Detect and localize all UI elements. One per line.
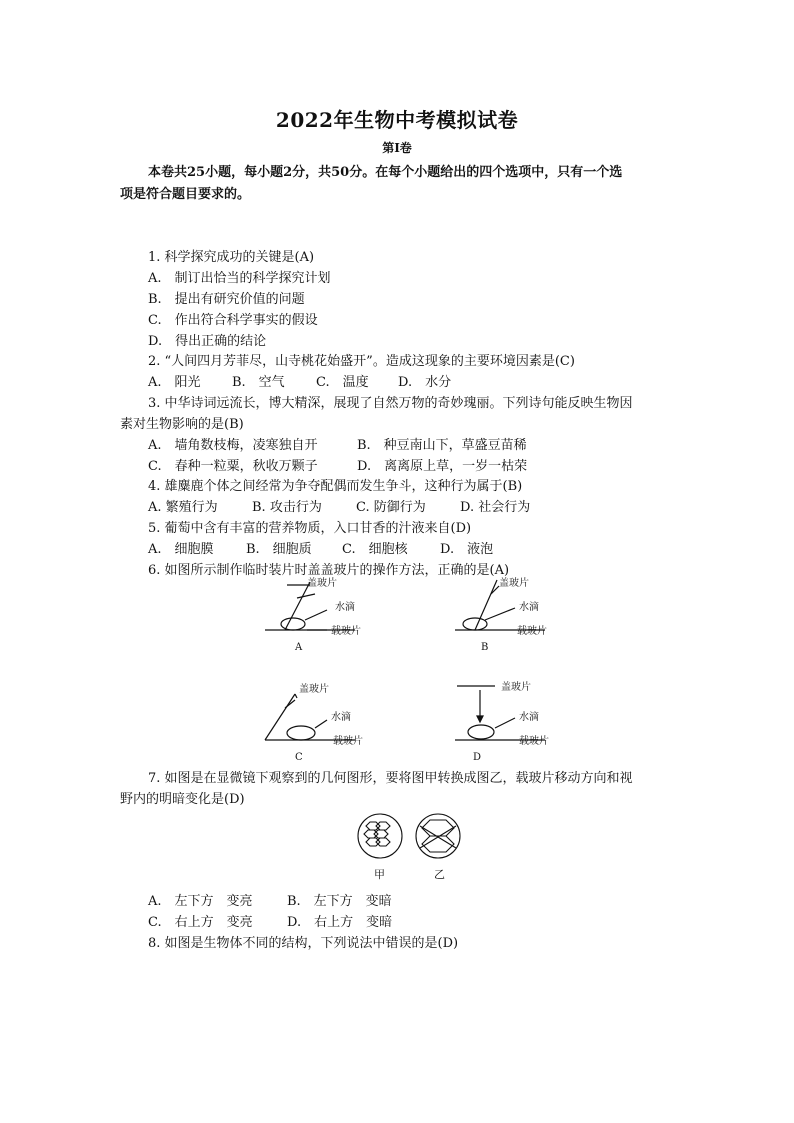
q7-option-c: C. 右上方 变亮 — [148, 915, 253, 930]
q7-option-d: D. 右上方 变暗 — [287, 915, 393, 930]
q4-option-a: A. 繁殖行为 — [148, 500, 218, 515]
page-title: 2022年生物中考模拟试卷 — [275, 108, 519, 132]
q6-panel-label-d: D — [473, 752, 482, 763]
q2-option-a: A. 阳光 — [148, 375, 201, 390]
q4-option-d: D. 社会行为 — [460, 500, 531, 515]
q7-label-yi: 乙 — [434, 868, 445, 881]
q6-panel-label-b: B — [481, 642, 489, 653]
q1-option-b: B. 提出有研究价值的问题 — [148, 292, 305, 307]
q2-option-c: C. 温度 — [316, 375, 369, 390]
q2-option-d: D. 水分 — [398, 375, 452, 390]
q7-option-a: A. 左下方 变亮 — [148, 894, 253, 909]
q3-option-d: D. 离离原上草，一岁一枯荣 — [357, 459, 528, 474]
q3-option-c: C. 春种一粒粟，秋收万颗子 — [148, 459, 318, 474]
q3-option-b: B. 种豆南山下，草盛豆苗稀 — [357, 438, 527, 453]
q2-stem: 2. “人间四月芳菲尽，山寺桃花始盛开”。造成这现象的主要环境因素是(C) — [148, 354, 575, 369]
q6-label-cover-c: 盖玻片 — [299, 684, 329, 695]
q6-panel-label-a: A — [295, 642, 303, 653]
q7-stem-1: 7. 如图是在显微镜下观察到的几何图形，要将图甲转换成图乙，载玻片移动方向和视 — [148, 771, 633, 786]
q6-label-cover-d: 盖玻片 — [501, 682, 531, 693]
q7-figure — [352, 808, 472, 884]
q4-stem: 4. 雄麋鹿个体之间经常为争夺配偶而发生争斗，这种行为属于(B) — [148, 479, 523, 494]
q5-option-c: C. 细胞核 — [342, 542, 408, 557]
q7-label-jia: 甲 — [374, 868, 385, 881]
q3-option-a: A. 墙角数枝梅，凌寒独自开 — [148, 438, 318, 453]
q7-stem-2: 野内的明暗变化是(D) — [120, 792, 245, 807]
q6-label-slide-b: 载玻片 — [517, 626, 547, 637]
intro-line-1: 本卷共25小题，每小题2分，共50分。在每个小题给出的四个选项中，只有一个选 — [148, 165, 623, 180]
q5-option-a: A. 细胞膜 — [148, 542, 214, 557]
q1-option-c: C. 作出符合科学事实的假设 — [148, 313, 318, 328]
q6-label-slide-a: 载玻片 — [331, 626, 361, 637]
q7-option-b: B. 左下方 变暗 — [287, 894, 392, 909]
q6-label-slide-d: 载玻片 — [519, 736, 549, 747]
q7-field-yi — [416, 814, 460, 858]
q7-field-jia — [358, 814, 402, 858]
q6-label-slide-c: 载玻片 — [333, 736, 363, 747]
q4-option-c: C. 防御行为 — [356, 500, 426, 515]
q6-label-drop-c: 水滴 — [331, 712, 351, 723]
q6-label-drop-d: 水滴 — [519, 712, 539, 723]
q3-stem-2: 素对生物影响的是(B) — [120, 417, 244, 432]
q1-option-d: D. 得出正确的结论 — [148, 334, 267, 349]
q4-option-b: B. 攻击行为 — [252, 500, 322, 515]
q6-panel-label-c: C — [295, 752, 303, 763]
q5-option-b: B. 细胞质 — [246, 542, 312, 557]
q2-option-b: B. 空气 — [232, 375, 285, 390]
q6-figure — [255, 572, 575, 764]
q8-stem: 8. 如图是生物体不同的结构，下列说法中错误的是(D) — [148, 936, 459, 951]
q5-option-d: D. 液泡 — [440, 542, 494, 557]
q5-stem: 5. 葡萄中含有丰富的营养物质，入口甘香的汁液来自(D) — [148, 521, 472, 536]
q6-label-drop-b: 水滴 — [519, 602, 539, 613]
q6-stem: 6. 如图所示制作临时装片时盖盖玻片的操作方法，正确的是(A) — [148, 563, 510, 578]
section-label: 第Ⅰ卷 — [382, 141, 412, 155]
q6-label-cover-b: 盖玻片 — [499, 578, 529, 589]
q1-stem: 1. 科学探究成功的关键是(A) — [148, 250, 315, 265]
q6-label-drop-a: 水滴 — [335, 602, 355, 613]
q1-option-a: A. 制订出恰当的科学探究计划 — [148, 271, 331, 286]
intro-line-2: 项是符合题目要求的。 — [120, 187, 251, 202]
q3-stem-1: 3. 中华诗词远流长，博大精深，展现了自然万物的奇妙瑰丽。下列诗句能反映生物因 — [148, 396, 633, 411]
q6-label-cover-a: 盖玻片 — [307, 578, 337, 589]
